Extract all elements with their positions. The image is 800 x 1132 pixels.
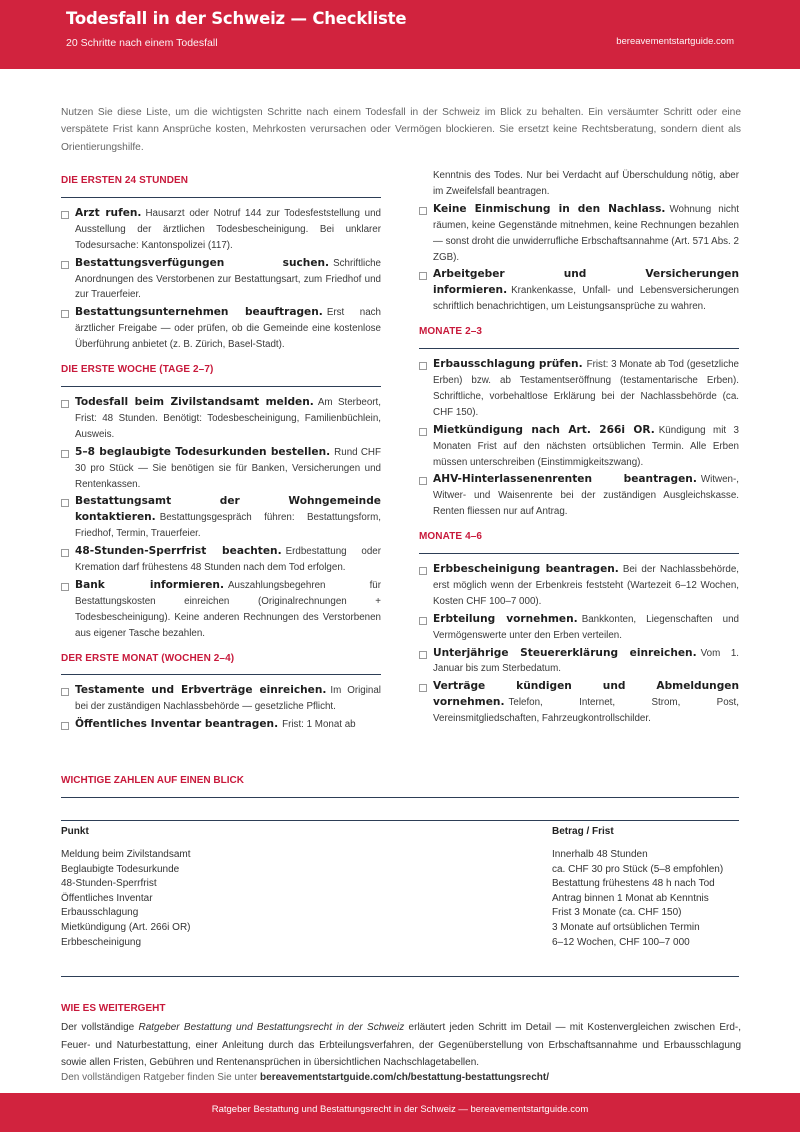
intro-text: Nutzen Sie diese Liste, um die wichtigsten Schritte nach einem Todesfall in der Schweiz im Blick zu behalten. Ein versäumter Schritt oder eine verspätete Frist kann Ansprüche kosten, Mehrkosten verursachen oder Vermögen blockieren. Sie ersetzt keine Rechtsberatung, sondern dient als Orientierungshilfe. [61, 107, 741, 153]
item-text: Kenntnis des Todes. Nur bei Verdacht auf Überschuldung nötig, aber im Zweifelsfall beantragen. [433, 170, 739, 197]
checkbox[interactable] [419, 207, 427, 215]
item-text: Rund CHF 30 pro Stück — Sie benötigen sie für Banken, Versicherungen und Rentenkassen. [75, 446, 381, 490]
item-text: Telefon, Internet, Strom, Post, Vereinsmitgliedschaften, Fahrzeugkontrollschilder. [433, 697, 739, 725]
item-text: Hausarzt oder Notruf 144 zur Todesfeststellung und Ausstellung der ärztlichen Todesbescheinigung. Bei unklarer Todesursache: Kantonspolizei (117). [75, 207, 381, 251]
checkbox[interactable] [61, 499, 69, 507]
checkbox[interactable] [419, 684, 427, 692]
left-column [61, 168, 381, 735]
checkbox[interactable] [419, 567, 427, 575]
checkbox[interactable] [61, 261, 69, 269]
page-footer: Ratgeber Bestattung und Bestattungsrecht in der Schweiz — bereavementstartguide.com [0, 1093, 800, 1132]
next-text-part: erläutert jeden Schritt im Detail — mit Kostenvergleichen zwischen Erd-, Feuer- und Naturbestattung, einer Anleitung durch das Erbteilungsverfahren, der Gegenüberstellung von Erbschaftsannahme und Erbausschlagung sowie allen Fristen, Gebühren und Rentenansprüchen in übersichtlichen Nachschlagetabellen. [61, 1022, 742, 1069]
item-text: Schriftliche Anordnungen des Verstorbenen zur Bestattungsart, zum Friedhof und zur Trauerfeier. [75, 257, 381, 301]
item-title: Erbteilung vornehmen. [433, 612, 578, 625]
item-title: AHV-Hinterlassenenrenten beantragen. [433, 473, 697, 486]
facts-value: Innerhalb 48 Stunden [552, 849, 648, 860]
facts-value: Antrag binnen 1 Monat ab Kenntnis [552, 892, 709, 904]
item-title: Unterjährige Steuererklärung einreichen. [433, 646, 697, 659]
item-title: Mietkündigung nach Art. 266i OR. [433, 423, 655, 436]
checklist-item [419, 472, 739, 520]
divider [61, 797, 739, 798]
guide-title: Ratgeber Bestattung und Bestattungsrecht in der Schweiz [138, 1022, 405, 1033]
checklist-item [61, 544, 381, 576]
checkbox[interactable] [419, 477, 427, 485]
checklist-item [61, 305, 381, 353]
item-text: Kündigung mit 3 Monaten Frist auf den nächsten ortsüblichen Termin. Alle Erben müssen unterschreiben (Einstimmigkeitszwang). [433, 424, 739, 468]
item-title: Arzt rufen. [75, 206, 142, 219]
next-text-part: Der vollständige [61, 1022, 139, 1033]
checklist-item [419, 646, 739, 678]
facts-key: Erbbescheinigung [61, 936, 142, 948]
checklist-item [61, 683, 381, 715]
item-title: Arbeitgeber und Versicherungen informieren. [433, 268, 739, 297]
item-title: Erbausschlagung prüfen. [433, 358, 583, 371]
item-text: Wohnung nicht räumen, keine Gegenstände mitnehmen, keine Rechnungen bezahlen — sonst droht die unwiderrufliche Erbschaftsannahme (Art. 571 Abs. 2 ZGB). [433, 203, 739, 263]
item-text: Witwen-, Witwer- und Waisenrente bei der zuständigen Ausgleichskasse. Renten fliessen nur auf Antrag. [433, 474, 739, 518]
checkbox[interactable] [61, 450, 69, 458]
checkbox[interactable] [61, 310, 69, 318]
section-title: MONATE 4–6 [419, 529, 739, 554]
checklist-item [61, 395, 381, 443]
section-title: MONATE 2–3 [419, 324, 739, 349]
facts-value: Frist 3 Monate (ca. CHF 150) [552, 907, 682, 919]
page-header [0, 0, 800, 69]
checkbox[interactable] [61, 400, 69, 408]
facts-value: Bestattung frühestens 48 h nach Tod [552, 878, 715, 890]
guide-link-prefix: Den vollständigen Ratgeber finden Sie unter [61, 1072, 261, 1083]
right-column [419, 168, 739, 729]
item-text: Im Original bei der zuständigen Nachlassbehörde — gesetzliche Pflicht. [75, 685, 381, 713]
section-title: DER ERSTE MONAT (WOCHEN 2–4) [61, 651, 381, 676]
checkbox[interactable] [419, 362, 427, 370]
divider [61, 820, 739, 821]
item-title: Bestattungsamt der Wohngemeinde kontaktieren. [75, 495, 381, 524]
checklist-item [61, 445, 381, 493]
checklist-item [419, 679, 739, 727]
item-title: Todesfall beim Zivilstandsamt melden. [75, 395, 314, 408]
guide-link[interactable]: bereavementstartguide.com/ch/bestattung-bestattungsrecht/ [260, 1072, 549, 1083]
facts-col-header: Betrag / Frist [552, 826, 614, 837]
facts-key: Meldung beim Zivilstandsamt [61, 849, 191, 860]
facts-key: Mietkündigung (Art. 266i OR) [61, 921, 191, 933]
checkbox[interactable] [61, 211, 69, 219]
item-title: Bestattungsverfügungen suchen. [75, 256, 330, 269]
item-text: Frist: 1 Monat ab [282, 719, 356, 731]
checklist-item [61, 206, 381, 254]
item-title: Verträge kündigen und Abmeldungen vornehmen. [433, 680, 739, 709]
item-text: Bei der Nachlassbehörde, erst möglich wenn der Erbenkreis feststeht (Wartezeit 6–12 Wochen, Kosten CHF 100–7 000). [433, 564, 739, 607]
facts-key: 48-Stunden-Sperrfrist [61, 878, 157, 890]
item-text: Erst nach ärztlicher Freigabe — oder prüfen, ob die Gemeinde eine kostenlose Überführung anbietet (z. B. Zürich, Basel-Stadt). [75, 307, 382, 351]
facts-key: Öffentliches Inventar [61, 892, 153, 904]
header-site: bereavementstartguide.com [616, 36, 734, 47]
checklist-item [419, 612, 739, 644]
facts-col-header: Punkt [61, 826, 89, 837]
item-text: Auszahlungsbegehren für Bestattungskosten einreichen (Originalrechnungen + Todesbescheinigung). Keine anderen Rechnungen des Verstorbenen aus eigener Tasche bezahlen. [75, 579, 381, 639]
item-title: Bestattungsunternehmen beauftragen. [75, 306, 323, 319]
guide-link-line [61, 1072, 549, 1083]
facts-keys [61, 848, 191, 950]
item-title: Erbbescheinigung beantragen. [433, 563, 619, 576]
facts-key: Beglaubigte Todesurkunde [61, 863, 180, 875]
checkbox[interactable] [61, 688, 69, 696]
next-text [61, 1019, 741, 1072]
item-title: Testamente und Erbverträge einreichen. [75, 684, 327, 697]
checklist-item [419, 267, 739, 315]
item-title: Öffentliches Inventar beantragen. [75, 718, 279, 731]
checklist-item [61, 494, 381, 542]
item-title: 5–8 beglaubigte Todesurkunden bestellen. [75, 445, 331, 458]
facts-value: ca. CHF 30 pro Stück (5–8 empfohlen) [552, 863, 724, 875]
divider [61, 976, 739, 977]
checkbox[interactable] [61, 549, 69, 557]
facts-value: 3 Monate auf ortsüblichen Termin [552, 921, 700, 933]
checklist-item [61, 578, 381, 642]
facts-key: Erbausschlagung [61, 907, 139, 919]
checklist-item [419, 202, 739, 266]
checkbox[interactable] [61, 722, 69, 730]
item-text: Bankkonten, Liegenschaften und Vermögenswerte unter den Erben verteilen. [433, 613, 739, 641]
checklist-item [61, 256, 381, 304]
next-title: WIE ES WEITERGEHT [61, 1003, 166, 1014]
checkbox[interactable] [419, 651, 427, 659]
checkbox[interactable] [419, 272, 427, 280]
page-subtitle: 20 Schritte nach einem Todesfall [66, 37, 218, 49]
checklist-item [419, 423, 739, 471]
checkbox[interactable] [419, 617, 427, 625]
item-title: 48-Stunden-Sperrfrist beachten. [75, 545, 282, 558]
facts-value: 6–12 Wochen, CHF 100–7 000 [552, 936, 690, 948]
facts-values [552, 848, 723, 950]
item-text: Vom 1. Januar bis zum Sterbedatum. [433, 647, 739, 675]
checklist-item [61, 717, 381, 733]
item-text: Krankenkasse, Unfall- und Lebensversicherungen schriftlich benachrichtigen, um Leistungsansprüche zu wahren. [433, 285, 739, 313]
section-title: DIE ERSTEN 24 STUNDEN [61, 173, 381, 198]
checkbox[interactable] [61, 583, 69, 591]
checklist-item [419, 357, 739, 421]
item-continuation [419, 168, 739, 200]
facts-title: WICHTIGE ZAHLEN AUF EINEN BLICK [61, 775, 244, 786]
section-title: DIE ERSTE WOCHE (TAGE 2–7) [61, 362, 381, 387]
checklist-item [419, 562, 739, 610]
item-text: Am Sterbeort, Frist: 48 Stunden. Benötigt: Todesbescheinigung, Familienbüchlein, Ausweis. [75, 396, 381, 440]
item-title: Keine Einmischung in den Nachlass. [433, 202, 666, 215]
page-title: Todesfall in der Schweiz — Checkliste [66, 9, 407, 28]
item-text: Frist: 3 Monate ab Tod (gesetzliche Erben) bzw. ab Testamentseröffnung (testamentarische Erben). Schriftliche, vorbehaltlose Erklärung bei der Nachlassbehörde (ca. CHF 150). [433, 359, 739, 418]
item-title: Bank informieren. [75, 578, 224, 591]
item-text: Erdbestattung oder Kremation darf frühestens 48 Stunden nach dem Tod erfolgen. [75, 546, 381, 574]
item-text: Bestattungsgespräch führen: Bestattungsform, Friedhof, Termin, Trauerfeier. [75, 512, 381, 540]
checkbox[interactable] [419, 428, 427, 436]
